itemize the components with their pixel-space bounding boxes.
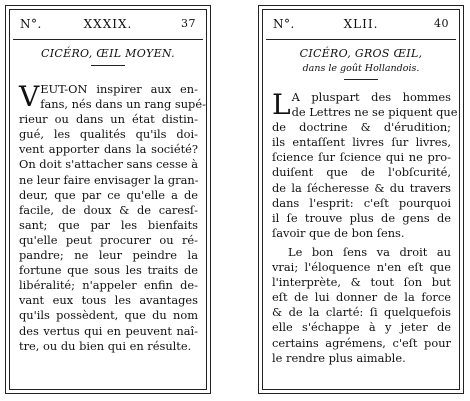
right-para2-line: Le bon ſens va droit au <box>288 244 451 259</box>
right-para1-line: de la ſécheresse & du travers <box>272 180 451 195</box>
right-body-text <box>272 88 458 366</box>
right-para2-line: eſt de lui donner de la force <box>272 290 451 305</box>
left-body-line: libéralité; n'appeler enfin de- <box>19 278 198 293</box>
right-para2-line: & de la clarté: ſi quelquefois <box>272 305 451 320</box>
left-body-line: vant eux tous les avantages <box>19 293 198 308</box>
left-dropcap: V <box>19 80 40 113</box>
left-card-inner-border <box>9 9 207 390</box>
right-para2-line: l'interprète, & tout ſon but <box>272 275 451 290</box>
right-para1-line: de Lettres ne se piquent que <box>291 105 458 120</box>
left-body-line: gué, les qualités qu'ils doi- <box>19 127 198 142</box>
left-body-line: tre, ou du bien qui en résulte. <box>19 338 192 353</box>
right-para1-line: A pluspart des hommes <box>291 90 451 104</box>
left-body-line: qu'ils possèdent, que du nom <box>19 308 198 323</box>
right-para1-line: ſavoir que de bon ſens. <box>272 225 405 240</box>
right-card-header <box>269 17 453 37</box>
right-para1-line: il ſe trouve plus de gens de <box>272 210 451 225</box>
right-title: CICÉRO, GROS ŒIL, <box>299 47 423 60</box>
right-card-inner-border <box>262 9 460 390</box>
right-subtitle: dans le goût Hollandois. <box>302 63 420 74</box>
left-body-line: pandre; ne leur peindre la <box>19 248 198 263</box>
left-body-line: fans, nés dans un rang supé- <box>40 97 206 112</box>
right-dropcap: L <box>272 88 291 121</box>
left-header-rule <box>13 39 203 40</box>
right-para2-line: vrai; l'éloquence n'en eſt que <box>272 260 451 275</box>
left-body-line: qu'elle peut procurer ou ré- <box>19 232 198 247</box>
left-body-line: rieur ou dans un état distin- <box>19 112 198 127</box>
left-body-line: deur, que par ce qu'elle a de <box>19 187 198 202</box>
right-para1-line: dans l'esprit: c'eſt pourquoi <box>272 195 451 210</box>
left-title-ornament <box>91 65 125 66</box>
left-body-line: facile, de doux & de caresſ- <box>19 202 198 217</box>
left-body-line: On doit s'attacher sans cesse à <box>19 157 198 172</box>
right-para2-line: le rendre plus aimable. <box>272 350 406 365</box>
left-card-header <box>16 17 200 37</box>
left-body-line: EUT-ON inspirer aux en- <box>40 82 198 96</box>
right-para1-line: ils entaſſent livres ſur livres, <box>272 135 451 150</box>
left-number-label: N°. <box>20 17 42 31</box>
right-para2-line: elle s'échappe à y jeter de <box>272 320 451 335</box>
left-page-number: 37 <box>181 17 196 30</box>
right-specimen-card <box>258 5 464 394</box>
left-body-line: sant; que par les bienfaits <box>19 217 198 232</box>
left-title: CICÉRO, ŒIL MOYEN. <box>41 47 175 60</box>
left-roman-numeral: XXXIX. <box>83 17 133 31</box>
left-specimen-card <box>5 5 211 394</box>
right-para1-line: duiſent que de l'obſcurité, <box>272 165 451 180</box>
left-body-line: fortune que sous les traits de <box>19 263 198 278</box>
right-para1-line: ſcience ſur ſcience qui ne pro- <box>272 150 451 165</box>
left-body-text <box>19 80 206 354</box>
right-page-number: 40 <box>434 17 449 30</box>
right-roman-numeral: XLII. <box>343 17 379 31</box>
left-body-line: vent apporter dans la société? <box>19 142 198 157</box>
left-body-line: ne leur faire envisager la gran- <box>19 172 199 187</box>
left-body-line: des vertus qui en peuvent naî- <box>19 323 198 338</box>
right-title-ornament <box>344 79 378 80</box>
right-para2-line: certains agrémens, c'eſt pour <box>272 335 451 350</box>
right-number-label: N°. <box>273 17 295 31</box>
right-header-rule <box>266 39 456 40</box>
right-para1-line: de doctrine & d'érudition; <box>272 120 451 135</box>
